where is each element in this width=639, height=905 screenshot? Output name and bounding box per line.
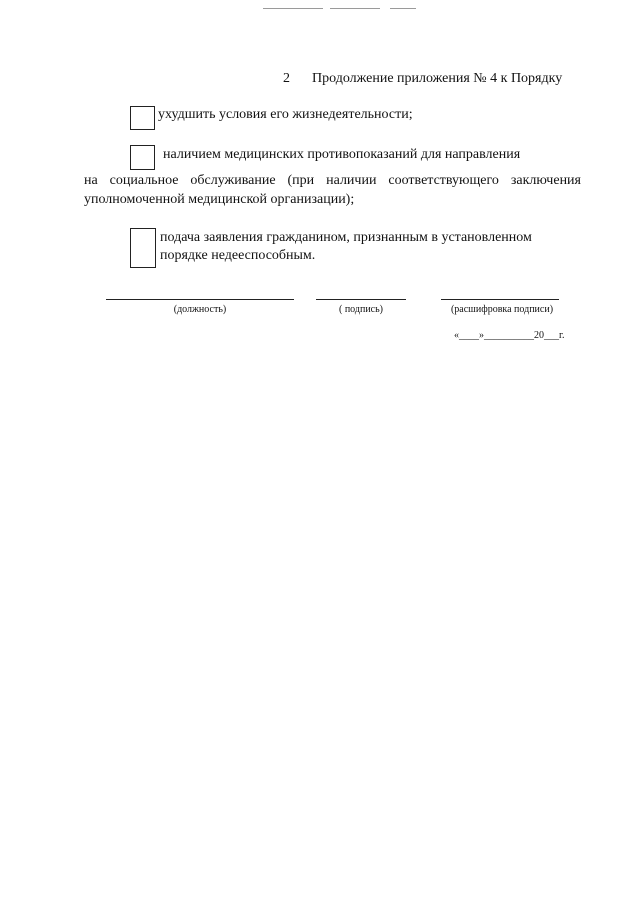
position-line[interactable] (106, 299, 294, 300)
date-field[interactable]: «____»__________20___г. (454, 330, 565, 341)
decryption-label: (расшифровка подписи) (450, 304, 554, 315)
item-medical-contraindications-line2: на социальное обслуживание (при наличии соответствующего заключения (84, 173, 581, 188)
checkbox-medical-contraindications[interactable] (130, 145, 155, 170)
item-incapacitated-line1: подача заявления гражданином, признанным в установленном (160, 230, 532, 245)
signature-label: ( подпись) (338, 304, 383, 315)
item-worsen-conditions-text: ухудшить условия его жизнедеятельности; (158, 107, 413, 122)
decryption-line[interactable] (441, 299, 559, 300)
checkbox-worsen-conditions[interactable] (130, 106, 155, 130)
checkbox-incapacitated-application[interactable] (130, 228, 156, 268)
position-label: (должность) (173, 304, 227, 315)
page-number: 2 (283, 71, 290, 86)
signature-line[interactable] (316, 299, 406, 300)
item-medical-contraindications-line3: уполномоченной медицинской организации); (84, 192, 355, 207)
item-medical-contraindications-line1: наличием медицинских противопоказаний для направления (163, 147, 521, 162)
scan-artifact (330, 8, 380, 9)
item-incapacitated-line2: порядке недееспособным. (160, 248, 316, 263)
page-title: Продолжение приложения № 4 к Порядку (312, 71, 563, 86)
scan-artifact (390, 8, 416, 9)
scan-artifact (263, 8, 323, 9)
